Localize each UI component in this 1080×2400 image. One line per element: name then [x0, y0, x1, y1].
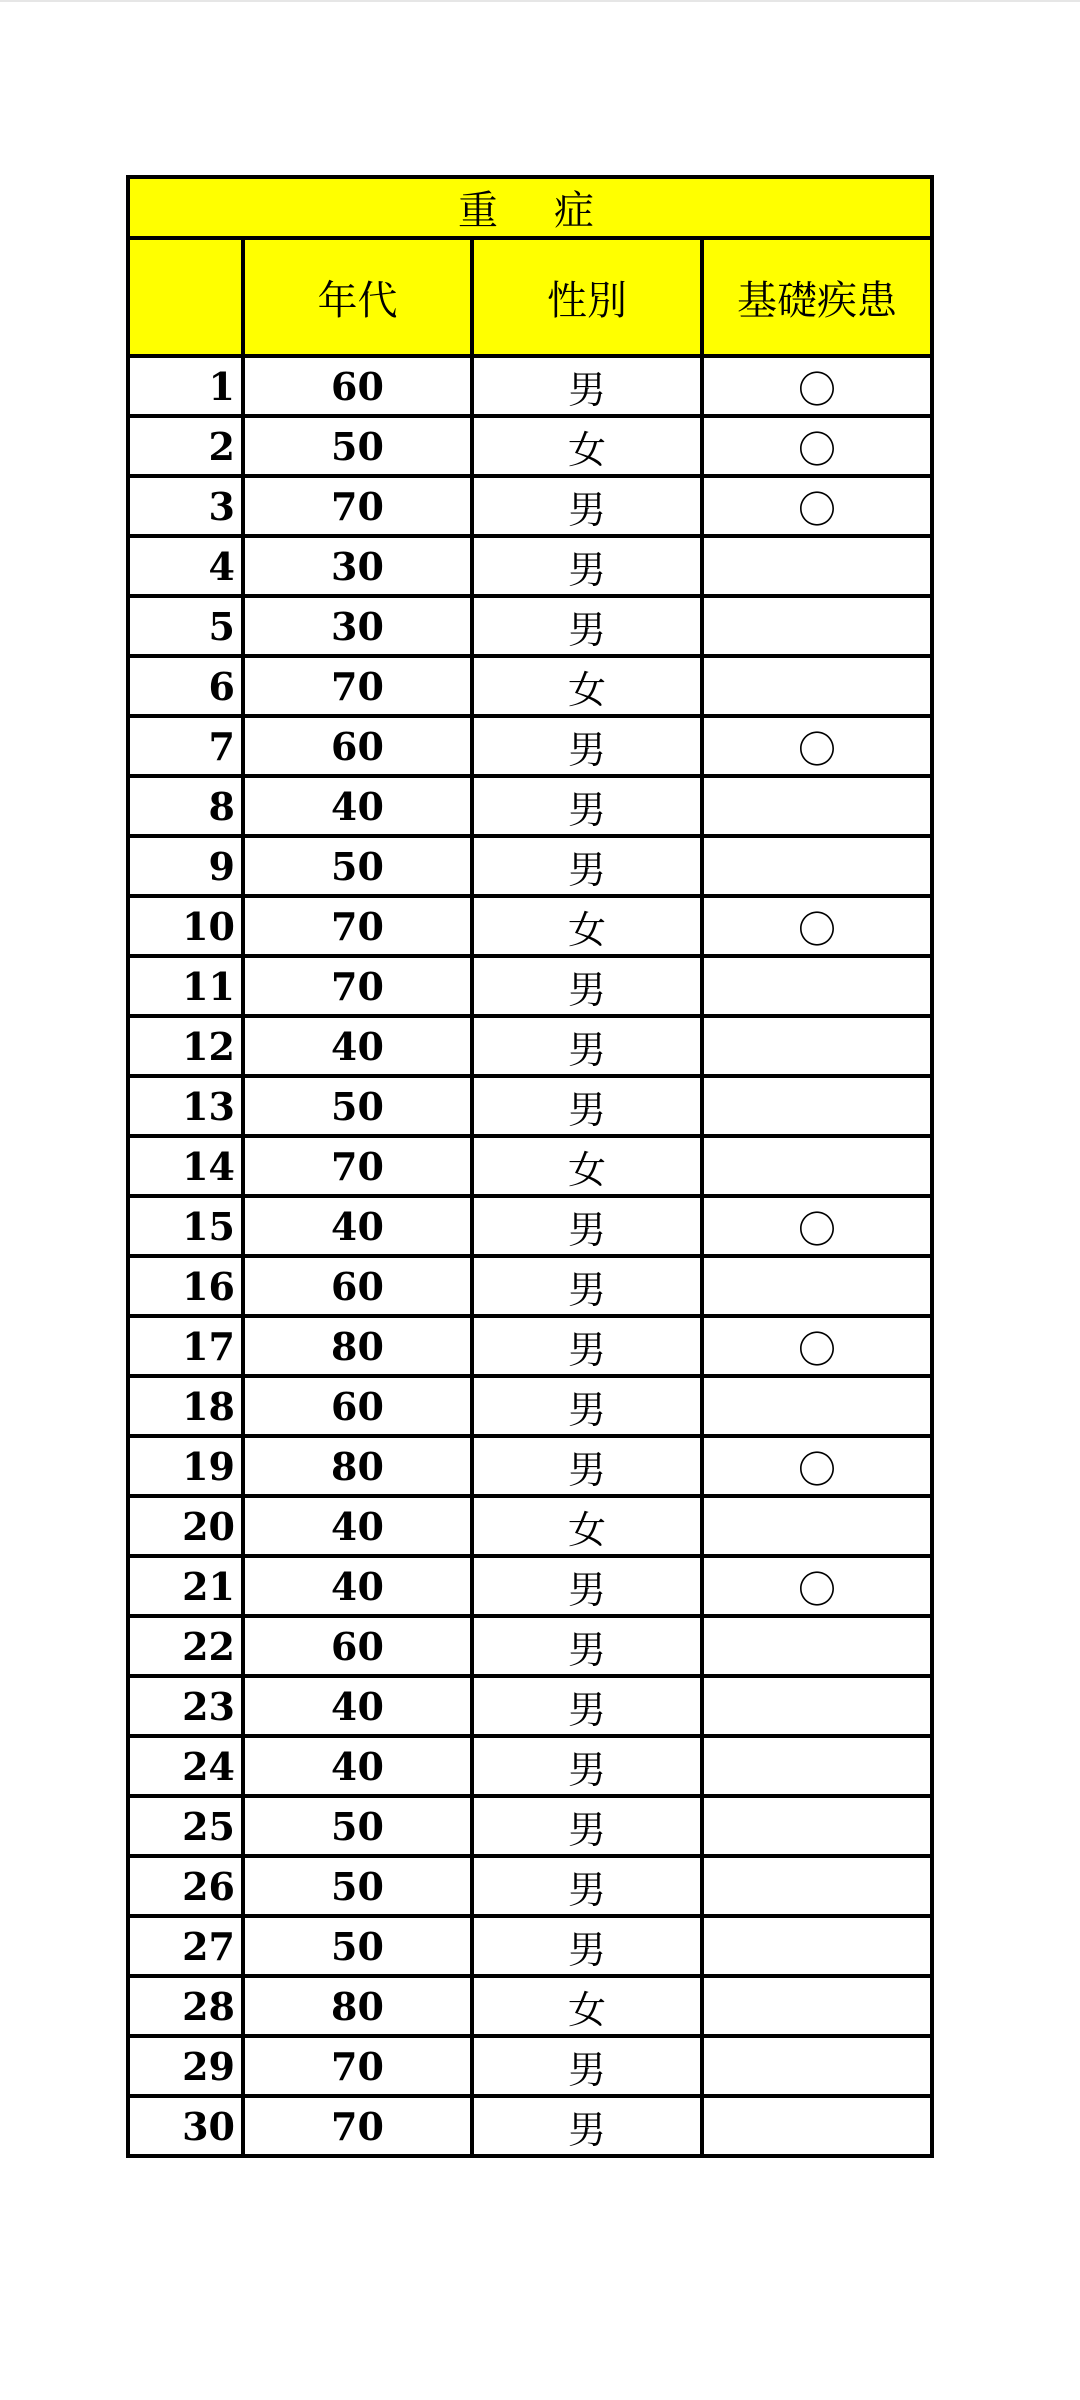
- cell-sex: 女: [472, 1976, 702, 2036]
- cell-age: 70: [243, 2036, 472, 2096]
- cell-no: 5: [128, 596, 243, 656]
- cell-age: 80: [243, 1976, 472, 2036]
- cell-age: 80: [243, 1316, 472, 1376]
- table-row: [128, 776, 932, 836]
- cell-disease: [702, 1616, 932, 1676]
- table-row: [128, 1916, 932, 1976]
- table-row: [128, 1976, 932, 2036]
- cell-disease: [702, 1136, 932, 1196]
- table-row: [128, 2036, 932, 2096]
- cell-disease: 〇: [702, 1436, 932, 1496]
- cell-sex: 男: [472, 716, 702, 776]
- cell-sex: 男: [472, 596, 702, 656]
- cell-disease: [702, 1676, 932, 1736]
- cell-disease: [702, 956, 932, 1016]
- severe-cases-table: [126, 175, 934, 2158]
- table-row: [128, 656, 932, 716]
- table-row: [128, 716, 932, 776]
- cell-age: 40: [243, 776, 472, 836]
- table-row: [128, 1016, 932, 1076]
- cell-age: 40: [243, 1676, 472, 1736]
- cell-sex: 男: [472, 1916, 702, 1976]
- cell-no: 26: [128, 1856, 243, 1916]
- cell-age: 40: [243, 1736, 472, 1796]
- cell-disease: 〇: [702, 476, 932, 536]
- cell-age: 70: [243, 476, 472, 536]
- cell-age: 40: [243, 1196, 472, 1256]
- table-row: [128, 1676, 932, 1736]
- cell-disease: [702, 1076, 932, 1136]
- cell-no: 25: [128, 1796, 243, 1856]
- table-row: [128, 536, 932, 596]
- cell-no: 20: [128, 1496, 243, 1556]
- cell-no: 11: [128, 956, 243, 1016]
- cell-disease: [702, 1796, 932, 1856]
- cell-age: 30: [243, 536, 472, 596]
- table-row: [128, 1616, 932, 1676]
- cell-sex: 男: [472, 1676, 702, 1736]
- cell-age: 70: [243, 2096, 472, 2156]
- cell-disease: [702, 1976, 932, 2036]
- cell-no: 6: [128, 656, 243, 716]
- table-title-row: [128, 177, 932, 238]
- cell-no: 12: [128, 1016, 243, 1076]
- cell-no: 17: [128, 1316, 243, 1376]
- cell-no: 18: [128, 1376, 243, 1436]
- cell-sex: 男: [472, 1196, 702, 1256]
- cell-disease: [702, 1016, 932, 1076]
- header-sex: 性別: [472, 238, 702, 356]
- cell-disease: 〇: [702, 416, 932, 476]
- cell-sex: 男: [472, 836, 702, 896]
- table-row: [128, 1316, 932, 1376]
- cell-disease: 〇: [702, 356, 932, 416]
- cell-disease: [702, 1856, 932, 1916]
- table-row: [128, 476, 932, 536]
- cell-sex: 男: [472, 2096, 702, 2156]
- cell-disease: [702, 2036, 932, 2096]
- cell-age: 70: [243, 896, 472, 956]
- cell-sex: 男: [472, 1256, 702, 1316]
- cell-no: 4: [128, 536, 243, 596]
- cell-disease: [702, 656, 932, 716]
- cell-age: 40: [243, 1496, 472, 1556]
- cell-sex: 男: [472, 1616, 702, 1676]
- cell-no: 13: [128, 1076, 243, 1136]
- cell-no: 19: [128, 1436, 243, 1496]
- cell-sex: 男: [472, 1736, 702, 1796]
- cell-sex: 男: [472, 1436, 702, 1496]
- cell-no: 29: [128, 2036, 243, 2096]
- page-top-border: [0, 0, 1080, 2]
- cell-disease: 〇: [702, 1316, 932, 1376]
- cell-sex: 男: [472, 1856, 702, 1916]
- cell-disease: [702, 776, 932, 836]
- cell-disease: [702, 596, 932, 656]
- cell-no: 3: [128, 476, 243, 536]
- cell-age: 80: [243, 1436, 472, 1496]
- table-row: [128, 1196, 932, 1256]
- cell-disease: [702, 1496, 932, 1556]
- cell-disease: [702, 1256, 932, 1316]
- cell-sex: 男: [472, 536, 702, 596]
- cell-sex: 男: [472, 476, 702, 536]
- table-row: [128, 356, 932, 416]
- cell-age: 70: [243, 1136, 472, 1196]
- table-row: [128, 416, 932, 476]
- cell-no: 14: [128, 1136, 243, 1196]
- header-disease: 基礎疾患: [702, 238, 932, 356]
- cell-sex: 女: [472, 656, 702, 716]
- cell-no: 1: [128, 356, 243, 416]
- cell-no: 23: [128, 1676, 243, 1736]
- cell-age: 50: [243, 836, 472, 896]
- cell-no: 15: [128, 1196, 243, 1256]
- table-row: [128, 896, 932, 956]
- table-header-row: [128, 238, 932, 356]
- cell-disease: [702, 1736, 932, 1796]
- cell-disease: [702, 2096, 932, 2156]
- cell-age: 60: [243, 1376, 472, 1436]
- cell-age: 60: [243, 356, 472, 416]
- cell-age: 50: [243, 1916, 472, 1976]
- cell-sex: 男: [472, 1376, 702, 1436]
- cell-disease: 〇: [702, 1196, 932, 1256]
- cell-disease: [702, 1916, 932, 1976]
- cell-sex: 男: [472, 776, 702, 836]
- cell-no: 2: [128, 416, 243, 476]
- cell-sex: 女: [472, 896, 702, 956]
- header-no: [128, 238, 243, 356]
- table-row: [128, 1496, 932, 1556]
- cell-age: 60: [243, 716, 472, 776]
- cell-disease: 〇: [702, 1556, 932, 1616]
- cell-age: 50: [243, 1076, 472, 1136]
- cell-sex: 女: [472, 1136, 702, 1196]
- cell-age: 70: [243, 656, 472, 716]
- table-row: [128, 836, 932, 896]
- cell-sex: 男: [472, 1076, 702, 1136]
- cell-no: 24: [128, 1736, 243, 1796]
- cell-sex: 男: [472, 1796, 702, 1856]
- table-row: [128, 956, 932, 1016]
- table-row: [128, 1736, 932, 1796]
- cell-sex: 男: [472, 356, 702, 416]
- cell-sex: 男: [472, 1016, 702, 1076]
- cell-no: 7: [128, 716, 243, 776]
- cell-age: 40: [243, 1016, 472, 1076]
- cell-disease: 〇: [702, 896, 932, 956]
- table-title: 重 症: [128, 177, 932, 238]
- table-row: [128, 1556, 932, 1616]
- table-row: [128, 596, 932, 656]
- cell-no: 22: [128, 1616, 243, 1676]
- cell-sex: 男: [472, 2036, 702, 2096]
- cell-disease: [702, 1376, 932, 1436]
- cell-age: 40: [243, 1556, 472, 1616]
- cell-disease: [702, 536, 932, 596]
- table-row: [128, 1856, 932, 1916]
- cell-age: 70: [243, 956, 472, 1016]
- cell-no: 8: [128, 776, 243, 836]
- cell-age: 50: [243, 1856, 472, 1916]
- cell-disease: [702, 836, 932, 896]
- cell-age: 50: [243, 416, 472, 476]
- header-age: 年代: [243, 238, 472, 356]
- cell-no: 16: [128, 1256, 243, 1316]
- cell-no: 28: [128, 1976, 243, 2036]
- cell-no: 30: [128, 2096, 243, 2156]
- cell-age: 60: [243, 1256, 472, 1316]
- cell-sex: 男: [472, 1316, 702, 1376]
- cell-sex: 男: [472, 956, 702, 1016]
- cell-age: 60: [243, 1616, 472, 1676]
- cell-no: 10: [128, 896, 243, 956]
- cell-age: 30: [243, 596, 472, 656]
- table-row: [128, 1376, 932, 1436]
- table-row: [128, 1136, 932, 1196]
- table-row: [128, 2096, 932, 2156]
- table-row: [128, 1436, 932, 1496]
- table-row: [128, 1796, 932, 1856]
- cell-disease: 〇: [702, 716, 932, 776]
- cell-no: 21: [128, 1556, 243, 1616]
- cell-sex: 女: [472, 416, 702, 476]
- cell-no: 27: [128, 1916, 243, 1976]
- table-row: [128, 1256, 932, 1316]
- table-row: [128, 1076, 932, 1136]
- cell-no: 9: [128, 836, 243, 896]
- cell-sex: 女: [472, 1496, 702, 1556]
- cell-age: 50: [243, 1796, 472, 1856]
- cell-sex: 男: [472, 1556, 702, 1616]
